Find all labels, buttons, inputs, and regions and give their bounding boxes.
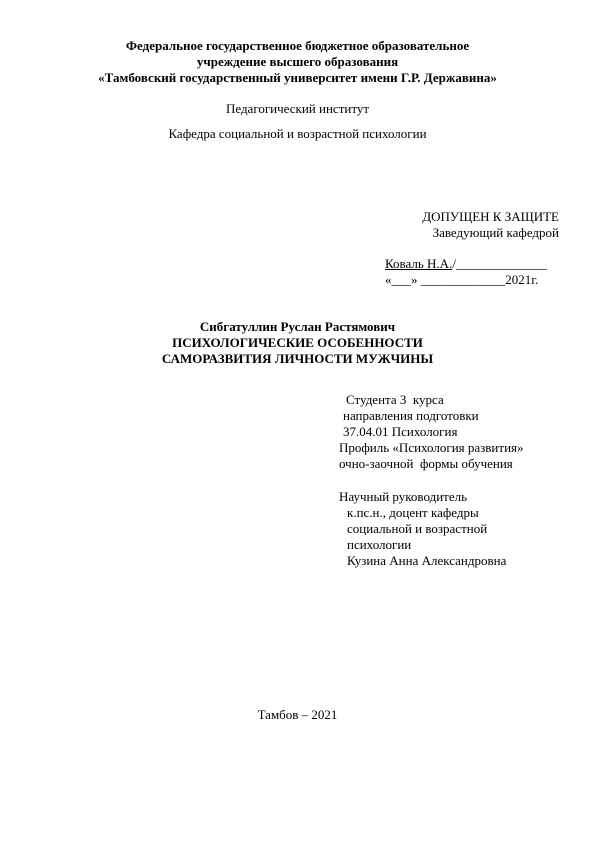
student-info-line-1: Студента 3 курса (346, 392, 444, 407)
supervisor-line-3: психологии (347, 537, 412, 552)
student-info-line-5: очно-заочной формы обучения (339, 456, 513, 471)
student-info-line-3: 37.04.01 Психология (343, 424, 458, 439)
supervisor-label: Научный руководитель (339, 489, 468, 504)
institution-line-3: «Тамбовский государственный университет имени Г.Р. Державина» (98, 70, 497, 85)
student-info-line-2: направления подготовки (343, 408, 479, 423)
work-title-line-2: САМОРАЗВИТИЯ ЛИЧНОСТИ МУЖЧИНЫ (161, 351, 434, 366)
approval-date-line: «___» _____________2021г. (385, 272, 539, 287)
approval-title: ДОПУЩЕН К ЗАЩИТЕ (422, 209, 559, 224)
institution-line-2: учреждение высшего образования (196, 54, 399, 69)
supervisor-line-1: к.пс.н., доцент кафедры (347, 505, 479, 520)
department-name: Кафедра социальной и возрастной психологии (168, 126, 427, 141)
institute-name: Педагогический институт (225, 101, 370, 116)
student-info-line-4: Профиль «Психология развития» (339, 440, 524, 455)
work-title-line-1: ПСИХОЛОГИЧЕСКИЕ ОСОБЕННОСТИ (172, 335, 423, 350)
approval-signer-sep: /______________ (452, 256, 547, 271)
approval-signature-line (385, 256, 547, 271)
approval-position: Заведующий кафедрой (432, 225, 559, 240)
footer-city-year: Тамбов – 2021 (257, 707, 338, 722)
supervisor-name: Кузина Анна Александровна (347, 553, 507, 568)
approval-signer: Коваль Н.А. (385, 256, 453, 271)
institution-line-1: Федеральное государственное бюджетное образовательное (125, 38, 470, 53)
supervisor-line-2: социальной и возрастной (347, 521, 488, 536)
author-name: Сибгатуллин Руслан Растямович (199, 319, 396, 334)
